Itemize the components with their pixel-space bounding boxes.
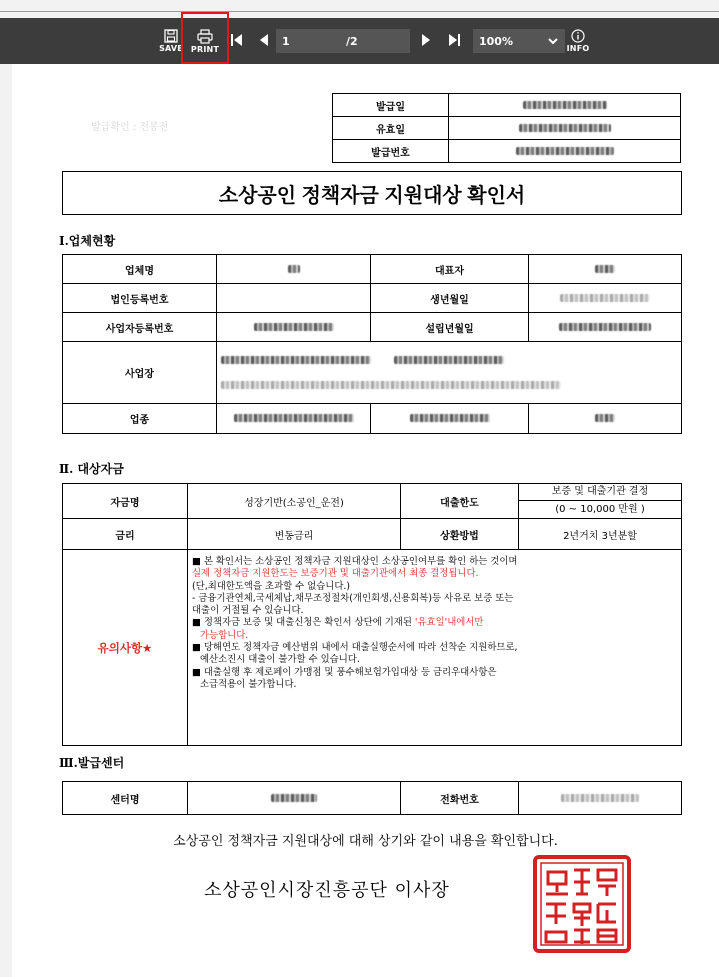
section3-heading: Ⅲ.발급센터	[59, 756, 125, 770]
zoom-select[interactable]	[473, 29, 565, 53]
rate-value: 변동금리	[188, 519, 401, 550]
next-page-icon[interactable]	[420, 32, 432, 48]
section1-heading: Ⅰ.업체현황	[59, 234, 116, 248]
issue-date-label: 발급일	[333, 94, 449, 117]
workplace-value	[217, 342, 682, 404]
founded-label: 설립년월일	[371, 313, 529, 342]
notice-line-red: 가능합니다.	[200, 629, 249, 641]
notice-label: 유의사항★	[63, 550, 188, 746]
notice-line: 예산소진시 대출이 불가할 수 있습니다.	[200, 654, 360, 666]
issue-date-value	[449, 94, 681, 117]
fund-name-value: 성장기반(소공인_운전)	[188, 484, 401, 519]
rate-label: 금리	[63, 519, 188, 550]
notice-line: - 금융기관연체,국세체납,채무조정절차(개인회생,신용회복)등 사유로 보증 또는	[192, 592, 514, 604]
birth-label: 생년월일	[371, 284, 529, 313]
official-seal	[532, 854, 632, 954]
corp-reg-value	[217, 284, 371, 313]
document-page	[12, 64, 719, 977]
notice-line	[192, 617, 677, 629]
notice-line: ■ 당해연도 정책자금 예산범위 내에서 대출실행순서에 따라 선착순 지원하므로,	[192, 642, 518, 654]
corp-reg-label: 법인등록번호	[63, 284, 217, 313]
document-title: 소상공인 정책자금 지원대상 확인서	[62, 171, 682, 215]
valid-date-value	[449, 117, 681, 140]
info-label: INFO	[566, 44, 590, 53]
founded-value	[529, 313, 682, 342]
repay-value: 2년거치 3년분할	[519, 519, 682, 550]
industry-code-value	[217, 404, 371, 434]
section2-heading: Ⅱ. 대상자금	[59, 462, 124, 476]
info-icon	[571, 29, 585, 43]
industry-label: 업종	[63, 404, 217, 434]
workplace-label: 사업장	[63, 342, 217, 404]
issue-info-table	[332, 93, 681, 163]
target-fund-table	[62, 483, 682, 746]
ceo-value	[529, 255, 682, 284]
current-page[interactable]: 1	[282, 34, 290, 48]
print-highlight-box	[181, 12, 229, 64]
valid-date-label: 유효일	[333, 117, 449, 140]
signer-name: 소상공인시장진흥공단 이사장	[204, 880, 450, 901]
notice-line: ■ 대출실행 후 제로페이 가맹점 및 풍수해보험가입대상 등 금리우대사항은	[192, 666, 497, 678]
confirmation-statement: 소상공인 정책자금 지원대상에 대해 상기와 같이 내용을 확인합니다.	[173, 834, 558, 849]
company-info-table	[62, 254, 682, 434]
phone-label: 전화번호	[401, 782, 519, 815]
ceo-label: 대표자	[371, 255, 529, 284]
info-button[interactable]	[566, 18, 590, 64]
previous-page-icon[interactable]	[258, 32, 270, 48]
loan-limit-line2: (0 ~ 10,000 만원 )	[555, 504, 645, 515]
total-pages: /2	[346, 34, 358, 48]
first-page-icon[interactable]	[230, 32, 244, 48]
notice-line: 소급적용이 불가합니다.	[200, 678, 297, 690]
birth-value	[529, 284, 682, 313]
repay-label: 상환방법	[401, 519, 519, 550]
chevron-down-icon	[547, 35, 559, 47]
top-divider	[0, 11, 719, 12]
center-name-label: 센터명	[63, 782, 188, 815]
company-name-label: 업체명	[63, 255, 217, 284]
notice-line: (단,최대한도액을 초과할 수 없습니다.)	[192, 580, 351, 592]
page-number-field[interactable]	[276, 29, 410, 53]
loan-limit-line1: 보증 및 대출기관 결정	[519, 484, 681, 501]
issue-number-label: 발급번호	[333, 140, 449, 163]
loan-limit-value	[519, 484, 682, 519]
viewer-toolbar	[0, 18, 719, 64]
notice-line-part: ■ 정책자금 보증 및 대출신청은 확인서 상단에 기재된	[192, 617, 415, 629]
industry-name-value	[371, 404, 529, 434]
biz-reg-value	[217, 313, 371, 342]
save-icon	[164, 29, 178, 43]
notice-line-red: 실제 정책자금 지원한도는 보증기관 및 대출기관에서 최종 결정됩니다.	[192, 568, 479, 580]
fund-name-label: 자금명	[63, 484, 188, 519]
print-label: PRINT	[190, 44, 220, 54]
notice-line: 대출이 거절될 수 있습니다.	[192, 605, 304, 617]
industry-type-value	[529, 404, 682, 434]
center-name-value	[188, 782, 401, 815]
biz-reg-label: 사업자등록번호	[63, 313, 217, 342]
zoom-value: 100%	[479, 34, 513, 48]
save-label: SAVE	[159, 44, 183, 53]
issue-center-table	[62, 781, 682, 815]
issue-confirm-watermark: 발급확인 : 전봉진	[91, 122, 169, 133]
last-page-icon[interactable]	[447, 32, 461, 48]
issue-number-value	[449, 140, 681, 163]
notice-text	[188, 550, 682, 746]
notice-valid-date-emphasis: '유효일'내에서만	[414, 617, 484, 629]
phone-value	[519, 782, 682, 815]
company-name-value	[217, 255, 371, 284]
loan-limit-label: 대출한도	[401, 484, 519, 519]
notice-line: ■ 본 확인서는 소상공인 정책자금 지원대상인 소상공인여부를 확인 하는 것이며	[192, 556, 518, 567]
